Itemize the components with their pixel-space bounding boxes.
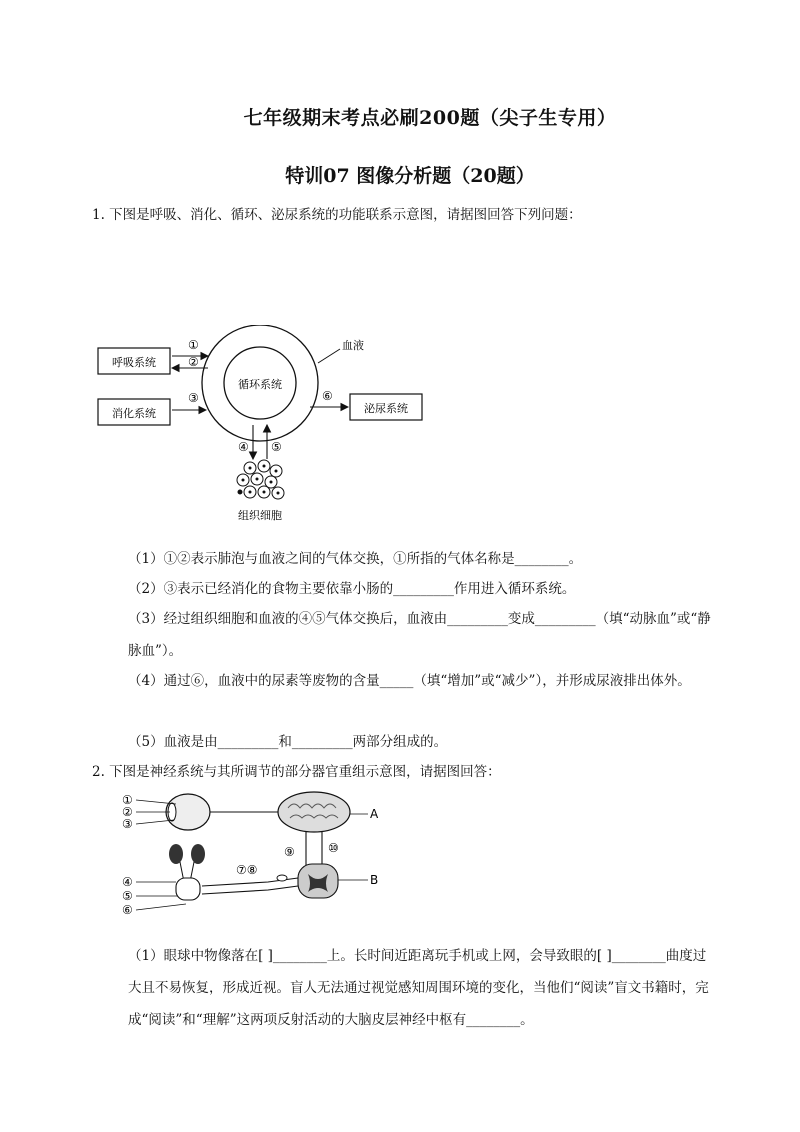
urinary-label: 泌尿系统 [364,402,408,415]
q2-label-n6: ⑥ [122,903,133,917]
label-n5: ⑤ [271,440,282,454]
question-2-stem: 2. 下图是神经系统与其所调节的部分器官重组示意图，请据图回答： [92,764,501,780]
q1-sub3: （3）经过组织细胞和血液的④⑤气体交换后，血液由_________变成_________（填“动脉血”或“静脉血”）。 [128,611,711,659]
pointer-6 [136,904,186,910]
question-1-stem: 1. 下图是呼吸、消化、循环、泌尿系统的功能联系示意图，请据图回答下列问题： [92,207,582,223]
blood-label: 血液 [342,339,364,352]
pointer-3 [136,820,174,824]
label-n3: ③ [188,391,199,405]
q2-label-n2: ② [122,805,133,819]
digestive-label: 消化系统 [112,407,156,420]
ganglion [277,875,287,881]
q1-sub4: （4）通过⑥，血液中的尿素等废物的含量_____（填“增加”或“减少”），并形成尿液排出体外。 [128,673,691,689]
q2-label-A: A [370,807,379,821]
label-n6: ⑥ [322,389,333,403]
q1-sub2: （2）③表示已经消化的食物主要依靠小肠的_________作用进入循环系统。 [128,581,576,597]
label-n4: ④ [238,440,249,454]
q2-label-n10: ⑩ [328,841,339,855]
q2-label-n5: ⑤ [122,889,133,903]
q2-label-n1: ① [122,793,133,807]
q2-label-B: B [370,873,379,887]
kidney-right [191,844,205,864]
circulation-diagram [90,325,435,525]
nervous-system-diagram [118,790,388,918]
bladder [176,878,200,900]
q2-label-n78: ⑦⑧ [236,863,258,877]
respiratory-label: 呼吸系统 [112,356,156,369]
brain [278,792,350,832]
q2-label-n3: ③ [122,817,133,831]
label-n2: ② [188,355,199,369]
q1-sub1: （1）①②表示肺泡与血液之间的气体交换，①所指的气体名称是________。 [128,551,583,567]
document-title: 七年级期末考点必刷200题（尖子生专用） [243,107,617,129]
circulatory-label: 循环系统 [238,378,282,391]
document-subtitle: 特训07 图像分析题（20题） [285,165,535,187]
blood-pointer-line [318,349,340,363]
label-n1: ① [188,338,199,352]
q1-sub5: （5）血液是由_________和_________两部分组成的。 [128,734,448,750]
cells-label: 组织细胞 [238,509,282,522]
kidney-left [169,844,183,864]
q2-sub1: （1）眼球中物像落在[ ]________上。长时间近距离玩手机或上网，会导致眼的[ ]________曲度过大且不易恢复，形成近视。盲人无法通过视觉感知周围环境的变化，当他们“阅读”盲文书籍时，完成“阅读”和“理解”这两项反射活动的大脑皮层神经中枢有________。 [128,948,709,1028]
q2-label-n4: ④ [122,875,133,889]
q2-label-n9: ⑨ [284,845,295,859]
